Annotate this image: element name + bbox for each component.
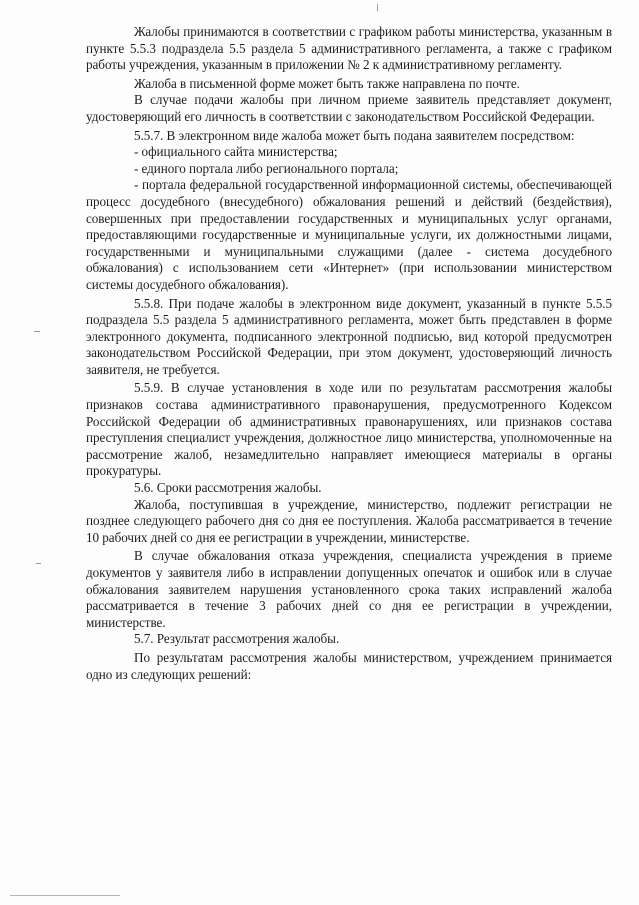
scan-mark-left bbox=[36, 563, 41, 564]
footnote-rule bbox=[10, 895, 120, 896]
section-5-5-8: 5.5.8. При подаче жалобы в электронном виде документ, указанный в пункте 5.5.5 подраздела 5.5 раздела 5 административного регламента, может быть представлен в форме электронного документа, подписанного электронной подписью, вид которой предусмотрен законодательством Российской Федерации, при этом документ, удостоверяющий личность заявителя, не требуется. bbox=[86, 295, 612, 377]
paragraph: Жалобы принимаются в соответствии с графиком работы министерства, указанным в пункте 5.5.3 подраздела 5.5 раздела 5 административного регламента, а также с графиком работы учреждения, указанным в приложении № 2 к административному регламенту. bbox=[86, 24, 612, 73]
section-heading-5-6: 5.6. Сроки рассмотрения жалобы. bbox=[134, 480, 322, 496]
list-item: - единого портала либо регионального портала; bbox=[134, 160, 399, 176]
paragraph: Жалоба, поступившая в учреждение, министерство, подлежит регистрации не позднее следующего рабочего дня со дня ее поступления. Жалоба рассматривается в течение 10 рабочих дней со дня ее регистрации в учреждении, министерстве. bbox=[86, 496, 612, 545]
paragraph: В случае подачи жалобы при личном приеме заявитель представляет документ, удостоверяющий его личность в соответствии с законодательством Российской Федерации. bbox=[86, 92, 612, 124]
scan-mark-top bbox=[377, 4, 378, 11]
section-5-5-7: 5.5.7. В электронном виде жалоба может быть подана заявителем посредством: bbox=[134, 127, 575, 143]
list-item: - портала федеральной государственной информационной системы, обеспечивающей процесс досудебного (внесудебного) обжалования решений и действий (бездействия), совершенных при предоставлении государственных и муниципальных услуг органами, предоставляющими государственные и муниципальные услуги, их должностными лицами, государственными и муниципальными служащими (далее - система досудебного обжалования) с использованием сети «Интернет» (при использовании министерством системы досудебного обжалования). bbox=[86, 177, 612, 292]
section-5-5-9: 5.5.9. В случае установления в ходе или по результатам рассмотрения жалобы признаков состава административного правонарушения, предусмотренного Кодексом Российской Федерации об административных правонарушениях, или признаков состава преступления специалист учреждения, должностное лицо министерства, уполномоченные на рассмотрение жалоб, незамедлительно направляет имеющиеся материалы в органы прокуратуры. bbox=[86, 380, 612, 479]
section-heading-5-7: 5.7. Результат рассмотрения жалобы. bbox=[134, 631, 340, 647]
scan-mark-left bbox=[34, 331, 40, 332]
paragraph: По результатам рассмотрения жалобы министерством, учреждением принимается одно из следующих решений: bbox=[86, 649, 612, 682]
document-body bbox=[86, 24, 612, 683]
paragraph: В случае обжалования отказа учреждения, специалиста учреждения в приеме документов у заявителя либо в исправлении допущенных опечаток и ошибок или в случае обжалования заявителем нарушения установленного срока таких исправлений жалоба рассматривается в течение 3 рабочих дней со дня ее регистрации в учреждении, министерстве. bbox=[86, 548, 612, 630]
list-item: - официального сайта министерства; bbox=[134, 144, 338, 160]
paragraph: Жалоба в письменной форме может быть также направлена по почте. bbox=[134, 75, 520, 91]
